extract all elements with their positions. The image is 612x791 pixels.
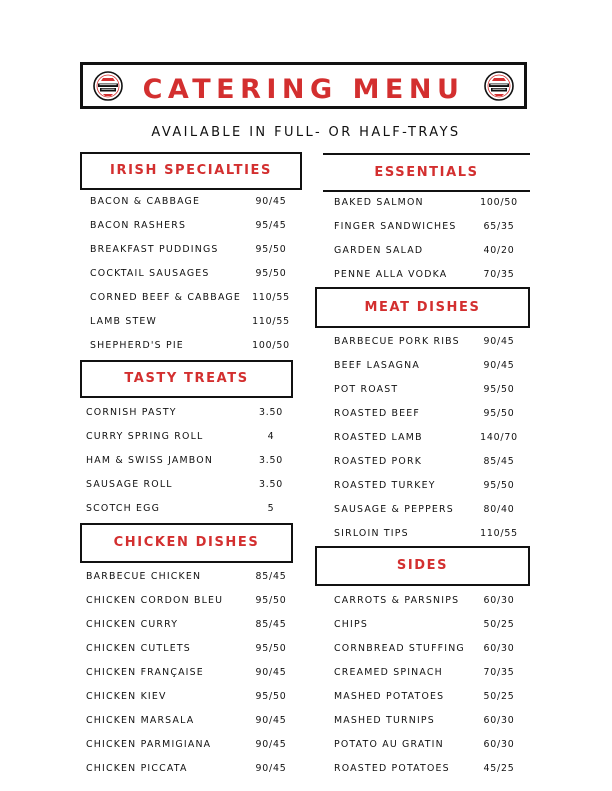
menu-item-name: BAKED SALMON [334,197,424,208]
menu-item-name: POT ROAST [334,384,399,395]
menu-item-price: 90/45 [255,196,287,207]
menu-item-price: 90/45 [255,739,287,750]
menu-item-price: 3.50 [258,479,284,490]
menu-item-price: 3.50 [258,455,284,466]
subtitle: AVAILABLE IN FULL- OR HALF-TRAYS [151,125,461,140]
menu-item-name: ROASTED LAMB [334,432,423,443]
menu-item-name: ROASTED BEEF [334,408,421,419]
section-title-essentials: ESSENTIALS [323,153,530,192]
menu-item-name: CARROTS & PARSNIPS [334,595,460,606]
menu-item-price: 90/45 [483,360,515,371]
menu-item-price: 95/50 [255,643,287,654]
menu-item-price: 60/30 [483,643,515,654]
menu-item-name: GARDEN SALAD [334,245,424,256]
menu-item-price: 110/55 [252,292,290,303]
menu-item-price: 50/25 [483,619,515,630]
menu-item-price: 85/45 [483,456,515,467]
menu-item-name: BARBECUE CHICKEN [86,571,202,582]
menu-item-name: HAM & SWISS JAMBON [86,455,214,466]
menu-item-name: CHICKEN CORDON BLEU [86,595,224,606]
menu-header [80,62,527,109]
menu-item-price: 70/35 [483,269,515,280]
menu-item-name: ROASTED TURKEY [334,480,436,491]
menu-item-name: SAUSAGE ROLL [86,479,173,490]
menu-item-name: BACON & CABBAGE [90,196,201,207]
menu-item-name: BACON RASHERS [90,220,187,231]
menu-item-price: 65/35 [483,221,515,232]
menu-item-name: COCKTAIL SAUSAGES [90,268,210,279]
menu-item-name: POTATO AU GRATIN [334,739,444,750]
menu-item-price: 95/50 [255,691,287,702]
menu-item-price: 140/70 [480,432,518,443]
menu-item-name: CHICKEN KIEV [86,691,167,702]
menu-item-price: 85/45 [255,571,287,582]
menu-item-price: 90/45 [255,667,287,678]
menu-item-price: 100/50 [480,197,518,208]
section-title-chicken-dishes: CHICKEN DISHES [80,523,293,563]
section-title-sides: SIDES [315,546,530,586]
menu-item-name: CURRY SPRING ROLL [86,431,204,442]
menu-item-name: CORNED BEEF & CABBAGE [90,292,241,303]
menu-item-price: 90/45 [483,336,515,347]
menu-item-name: CHIPS [334,619,368,630]
menu-item-price: 95/50 [255,268,287,279]
menu-item-price: 60/30 [483,739,515,750]
menu-item-price: 45/25 [483,763,515,774]
menu-item-name: CHICKEN FRANÇAISE [86,667,204,678]
menu-item-name: CHICKEN MARSALA [86,715,195,726]
section-title-meat-dishes: MEAT DISHES [315,287,530,328]
menu-item-price: 110/55 [252,316,290,327]
menu-item-name: CORNISH PASTY [86,407,177,418]
menu-item-name: PENNE ALLA VODKA [334,269,448,280]
section-title-irish-specialties: IRISH SPECIALTIES [80,152,302,190]
page-title: CATERING MENU [142,74,465,105]
menu-item-price: 95/50 [483,384,515,395]
menu-item-name: ROASTED POTATOES [334,763,450,774]
menu-item-name: FINGER SANDWICHES [334,221,457,232]
menu-item-price: 110/55 [480,528,518,539]
butchers-fancy-logo [484,71,514,101]
menu-item-price: 60/30 [483,595,515,606]
menu-item-name: SAUSAGE & PEPPERS [334,504,454,515]
menu-item-price: 90/45 [255,763,287,774]
menu-item-price: 4 [267,431,275,442]
menu-item-price: 95/45 [255,220,287,231]
menu-item-name: SHEPHERD'S PIE [90,340,184,351]
menu-item-name: ROASTED PORK [334,456,423,467]
menu-item-price: 60/30 [483,715,515,726]
menu-item-price: 100/50 [252,340,290,351]
menu-item-name: SIRLOIN TIPS [334,528,409,539]
menu-item-price: 40/20 [483,245,515,256]
menu-item-name: MASHED TURNIPS [334,715,435,726]
menu-item-name: CHICKEN CURRY [86,619,179,630]
menu-item-price: 50/25 [483,691,515,702]
menu-item-price: 5 [267,503,275,514]
menu-item-name: CORNBREAD STUFFING [334,643,465,654]
menu-item-name: LAMB STEW [90,316,158,327]
menu-item-price: 95/50 [483,480,515,491]
menu-item-price: 85/45 [255,619,287,630]
menu-item-name: MASHED POTATOES [334,691,445,702]
menu-item-price: 95/50 [255,595,287,606]
menu-item-price: 90/45 [255,715,287,726]
menu-item-name: SCOTCH EGG [86,503,161,514]
menu-item-name: CHICKEN PICCATA [86,763,188,774]
menu-item-name: CHICKEN PARMIGIANA [86,739,212,750]
section-title-tasty-treats: TASTY TREATS [80,360,293,398]
menu-item-name: CHICKEN CUTLETS [86,643,191,654]
menu-item-name: BARBECUE PORK RIBS [334,336,460,347]
menu-item-name: BREAKFAST PUDDINGS [90,244,219,255]
menu-item-name: BEEF LASAGNA [334,360,420,371]
menu-item-price: 95/50 [255,244,287,255]
menu-item-price: 70/35 [483,667,515,678]
menu-item-name: CREAMED SPINACH [334,667,443,678]
menu-item-price: 80/40 [483,504,515,515]
menu-item-price: 3.50 [258,407,284,418]
menu-item-price: 95/50 [483,408,515,419]
